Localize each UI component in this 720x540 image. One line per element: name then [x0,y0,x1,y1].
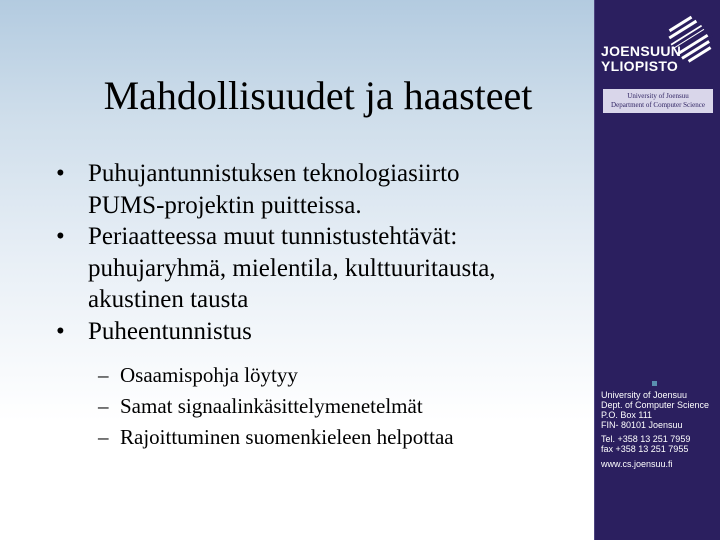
slide-title: Mahdollisuudet ja haasteet [103,73,533,118]
contact-line[interactable]: www.cs.joensuu.fi [601,459,673,469]
subbullet-symbol: – [98,394,109,418]
university-sidebar [594,0,720,540]
contact-line: fax +358 13 251 7955 [601,444,689,454]
department-label [603,89,713,113]
bullet-text-line: puhujaryhmä, mielentila, kulttuuritausta, [88,254,496,282]
subbullet-text: Rajoittuminen suomenkieleen helpottaa [120,425,454,449]
bullet-symbol: • [56,223,65,250]
bullet-text-line: Puhujantunnistuksen teknologiasiirto [88,160,460,187]
subbullet-text: Samat signaalinkäsittelymenetelmät [120,394,423,418]
square-marker-icon [652,381,657,386]
bullet-symbol: • [56,160,65,187]
department-line: University of Joensuu [627,92,689,100]
university-logo-text [601,44,691,74]
subbullet-item [98,391,578,422]
bullet-text-line: Periaatteessa muut tunnistustehtävät: [88,223,458,250]
logo-line: YLIOPISTO [601,58,679,74]
contact-info [601,390,720,469]
bullet-text-line: Puheentunnistus [88,317,252,345]
department-line: Department of Computer Science [611,101,705,109]
bullet-text-line: akustinen tausta [88,286,249,313]
bullet-list [56,158,586,347]
contact-line: Dept. of Computer Science [601,400,710,410]
contact-line: FIN- 80101 Joensuu [601,420,683,430]
bullet-item [56,316,586,348]
bullet-item [56,158,586,221]
contact-line: University of Joensuu [601,390,688,400]
contact-line: Tel. +358 13 251 7959 [601,434,691,444]
subbullet-list [98,360,578,453]
contact-line: P.O. Box 111 [601,410,653,420]
bullet-symbol: • [56,317,65,345]
subbullet-symbol: – [98,363,109,387]
bullet-item [56,221,586,316]
subbullet-item [98,360,578,391]
subbullet-item [98,422,578,453]
logo-line: JOENSUUN [601,43,682,59]
subbullet-symbol: – [98,425,109,449]
subbullet-text: Osaamispohja löytyy [120,363,298,387]
bullet-text-line: PUMS-projektin puitteissa. [88,191,362,219]
